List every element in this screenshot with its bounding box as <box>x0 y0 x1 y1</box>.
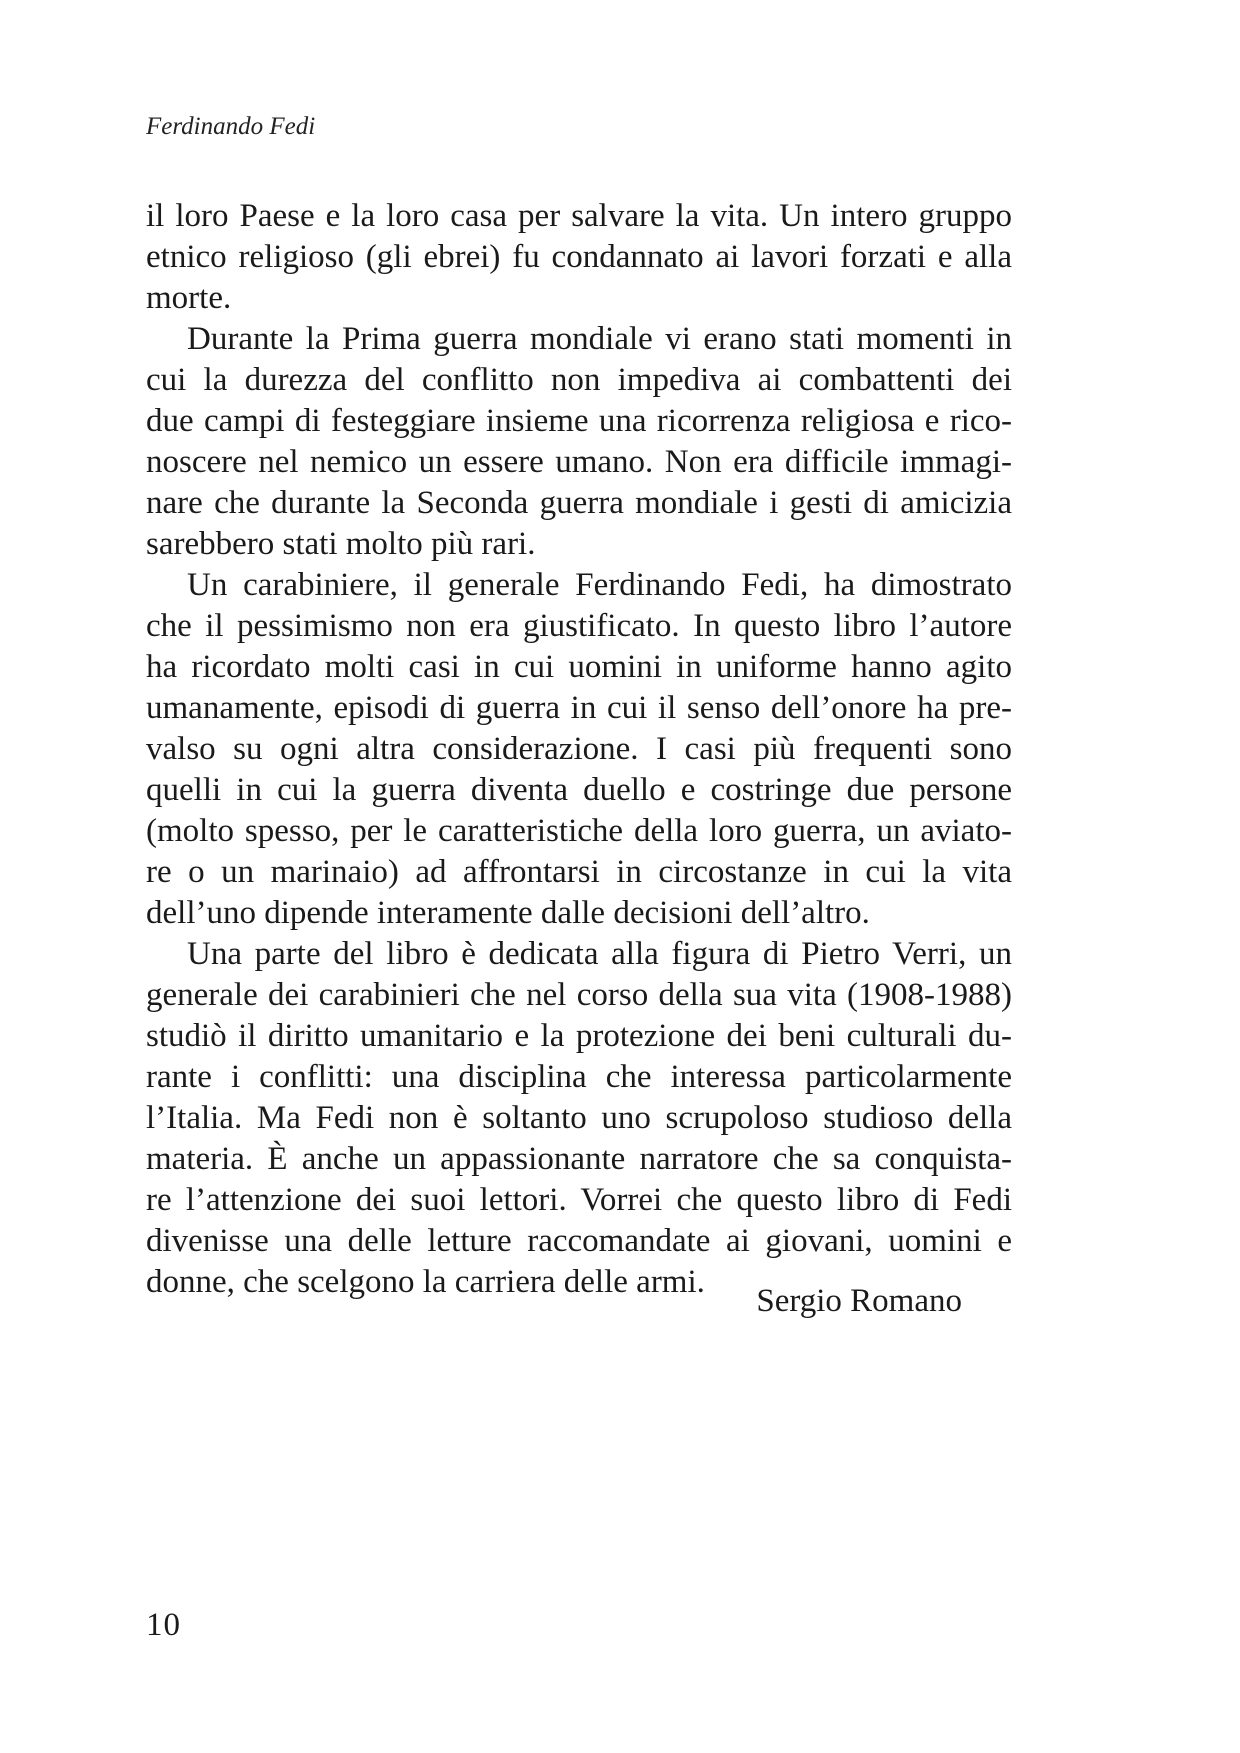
text-line: re l’attenzione dei suoi lettori. Vorrei che questo libro di Fedi <box>146 1182 1012 1218</box>
page-number: 10 <box>146 1607 181 1643</box>
text-line: generale dei carabinieri che nel corso della sua vita (1908-1988) <box>146 977 1012 1013</box>
text-line: Una parte del libro è dedicata alla figura di Pietro Verri, un <box>187 936 1012 972</box>
text-line: Durante la Prima guerra mondiale vi erano stati momenti in <box>187 321 1012 357</box>
text-line: donne, che scelgono la carriera delle armi. <box>146 1264 705 1300</box>
text-line: re o un marinaio) ad affrontarsi in circostanze in cui la vita <box>146 854 1012 890</box>
text-line: nare che durante la Seconda guerra mondiale i gesti di amicizia <box>146 485 1012 521</box>
body-text <box>146 196 1012 1303</box>
text-line: rante i conflitti: una disciplina che interessa particolarmente <box>146 1059 1012 1095</box>
text-line: Un carabiniere, il generale Ferdinando Fedi, ha dimostrato <box>187 567 1012 603</box>
text-line: che il pessimismo non era giustificato. In questo libro l’autore <box>146 608 1012 644</box>
running-header: Ferdinando Fedi <box>146 113 316 140</box>
text-line: umanamente, episodi di guerra in cui il senso dell’onore ha pre- <box>146 690 1012 726</box>
text-line: etnico religioso (gli ebrei) fu condannato ai lavori forzati e alla <box>146 239 1012 275</box>
text-line: dell’uno dipende interamente dalle decisioni dell’altro. <box>146 895 870 931</box>
text-line: sarebbero stati molto più rari. <box>146 526 536 562</box>
text-line: materia. È anche un appassionante narratore che sa conquista- <box>146 1141 1012 1177</box>
text-line: quelli in cui la guerra diventa duello e costringe due persone <box>146 772 1012 808</box>
text-line: cui la durezza del conflitto non impediva ai combattenti dei <box>146 362 1012 398</box>
author-signature: Sergio Romano <box>756 1283 962 1319</box>
text-line: il loro Paese e la loro casa per salvare la vita. Un intero gruppo <box>146 198 1012 234</box>
text-line: (molto spesso, per le caratteristiche della loro guerra, un aviato- <box>146 813 1012 849</box>
text-line: ha ricordato molti casi in cui uomini in uniforme hanno agito <box>146 649 1012 685</box>
text-line: valso su ogni altra considerazione. I casi più frequenti sono <box>146 731 1012 767</box>
text-line: divenisse una delle letture raccomandate ai giovani, uomini e <box>146 1223 1012 1259</box>
text-line: due campi di festeggiare insieme una ricorrenza religiosa e rico- <box>146 403 1012 439</box>
text-line: studiò il diritto umanitario e la protezione dei beni culturali du- <box>146 1018 1012 1054</box>
text-line: noscere nel nemico un essere umano. Non era difficile immagi- <box>146 444 1012 480</box>
text-line: morte. <box>146 280 232 316</box>
text-line: l’Italia. Ma Fedi non è soltanto uno scrupoloso studioso della <box>146 1100 1012 1136</box>
